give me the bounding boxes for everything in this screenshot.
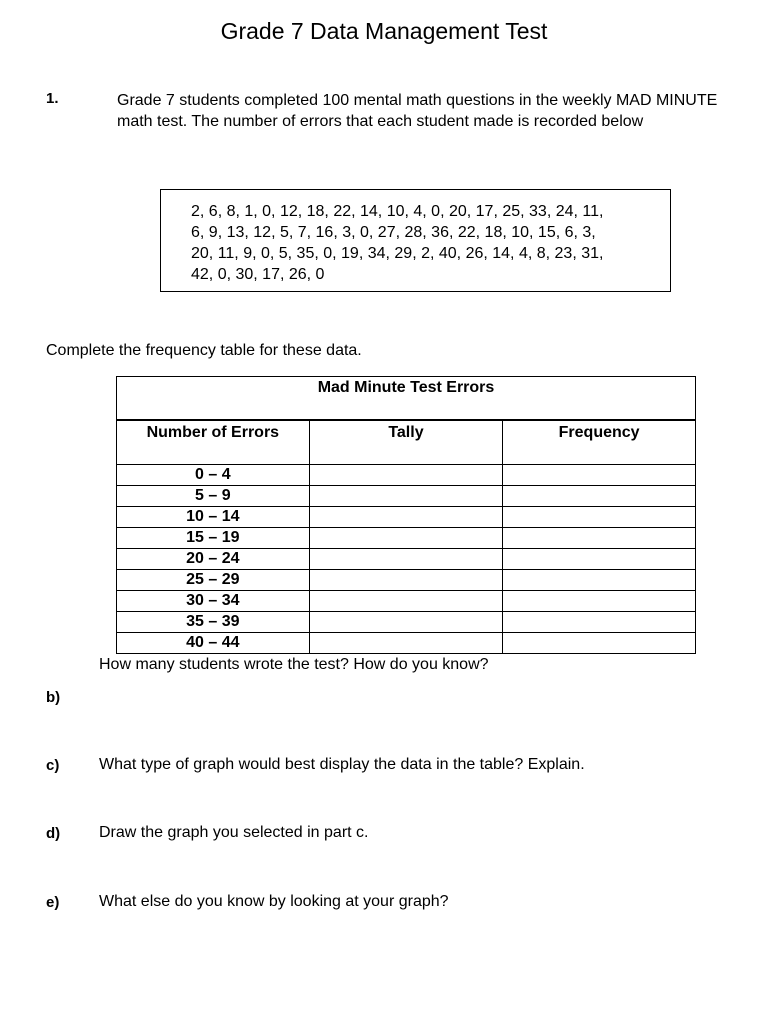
table-row bbox=[117, 612, 696, 633]
tally-cell[interactable] bbox=[309, 528, 503, 549]
part-c-text: What type of graph would best display the data in the table? Explain. bbox=[99, 756, 585, 773]
range-cell: 5 – 9 bbox=[117, 486, 310, 507]
data-line: 20, 11, 9, 0, 5, 35, 0, 19, 34, 29, 2, 40, 26, 14, 4, 8, 23, 31, bbox=[191, 245, 604, 262]
question-1-number: 1. bbox=[46, 90, 59, 107]
range-cell: 10 – 14 bbox=[117, 507, 310, 528]
part-e-label: e) bbox=[46, 894, 60, 911]
tally-cell[interactable] bbox=[309, 507, 503, 528]
table-row bbox=[117, 528, 696, 549]
part-d-label: d) bbox=[46, 825, 61, 842]
data-line: 2, 6, 8, 1, 0, 12, 18, 22, 14, 10, 4, 0, 20, 17, 25, 33, 24, 11, bbox=[191, 203, 604, 220]
part-b-label: b) bbox=[46, 689, 61, 706]
range-cell: 20 – 24 bbox=[117, 549, 310, 570]
tally-cell[interactable] bbox=[309, 486, 503, 507]
table-row bbox=[117, 465, 696, 486]
range-cell: 40 – 44 bbox=[117, 633, 310, 654]
part-e-text: What else do you know by looking at your graph? bbox=[99, 893, 449, 910]
table-row bbox=[117, 633, 696, 654]
part-a-text: How many students wrote the test? How do you know? bbox=[99, 656, 489, 673]
tally-cell[interactable] bbox=[309, 570, 503, 591]
range-cell: 25 – 29 bbox=[117, 570, 310, 591]
tally-cell[interactable] bbox=[309, 591, 503, 612]
header-tally: Tally bbox=[309, 420, 503, 465]
frequency-cell[interactable] bbox=[503, 528, 696, 549]
frequency-cell[interactable] bbox=[503, 591, 696, 612]
table-row bbox=[117, 486, 696, 507]
range-cell: 30 – 34 bbox=[117, 591, 310, 612]
frequency-cell[interactable] bbox=[503, 465, 696, 486]
frequency-cell[interactable] bbox=[503, 507, 696, 528]
data-box bbox=[160, 189, 671, 292]
tally-cell[interactable] bbox=[309, 549, 503, 570]
header-number-of-errors: Number of Errors bbox=[117, 420, 310, 465]
data-line: 6, 9, 13, 12, 5, 7, 16, 3, 0, 27, 28, 36, 22, 18, 10, 15, 6, 3, bbox=[191, 224, 596, 241]
table-row bbox=[117, 591, 696, 612]
range-cell: 15 – 19 bbox=[117, 528, 310, 549]
table-row bbox=[117, 549, 696, 570]
tally-cell[interactable] bbox=[309, 465, 503, 486]
part-d-text: Draw the graph you selected in part c. bbox=[99, 824, 369, 841]
range-cell: 35 – 39 bbox=[117, 612, 310, 633]
question-1-text: Grade 7 students completed 100 mental math questions in the weekly MAD MINUTE math test. The number of errors that each student made is recorded below bbox=[117, 92, 718, 130]
tally-cell[interactable] bbox=[309, 633, 503, 654]
frequency-cell[interactable] bbox=[503, 612, 696, 633]
header-frequency: Frequency bbox=[503, 420, 696, 465]
part-c-label: c) bbox=[46, 757, 60, 774]
frequency-cell[interactable] bbox=[503, 570, 696, 591]
frequency-cell[interactable] bbox=[503, 486, 696, 507]
table-row bbox=[117, 507, 696, 528]
instruction-text: Complete the frequency table for these data. bbox=[46, 342, 362, 359]
tally-cell[interactable] bbox=[309, 612, 503, 633]
frequency-cell[interactable] bbox=[503, 549, 696, 570]
table-caption: Mad Minute Test Errors bbox=[117, 377, 696, 421]
frequency-cell[interactable] bbox=[503, 633, 696, 654]
frequency-table bbox=[116, 376, 696, 654]
range-cell: 0 – 4 bbox=[117, 465, 310, 486]
data-line: 42, 0, 30, 17, 26, 0 bbox=[191, 266, 325, 283]
table-row bbox=[117, 570, 696, 591]
page-title: Grade 7 Data Management Test bbox=[220, 18, 548, 44]
